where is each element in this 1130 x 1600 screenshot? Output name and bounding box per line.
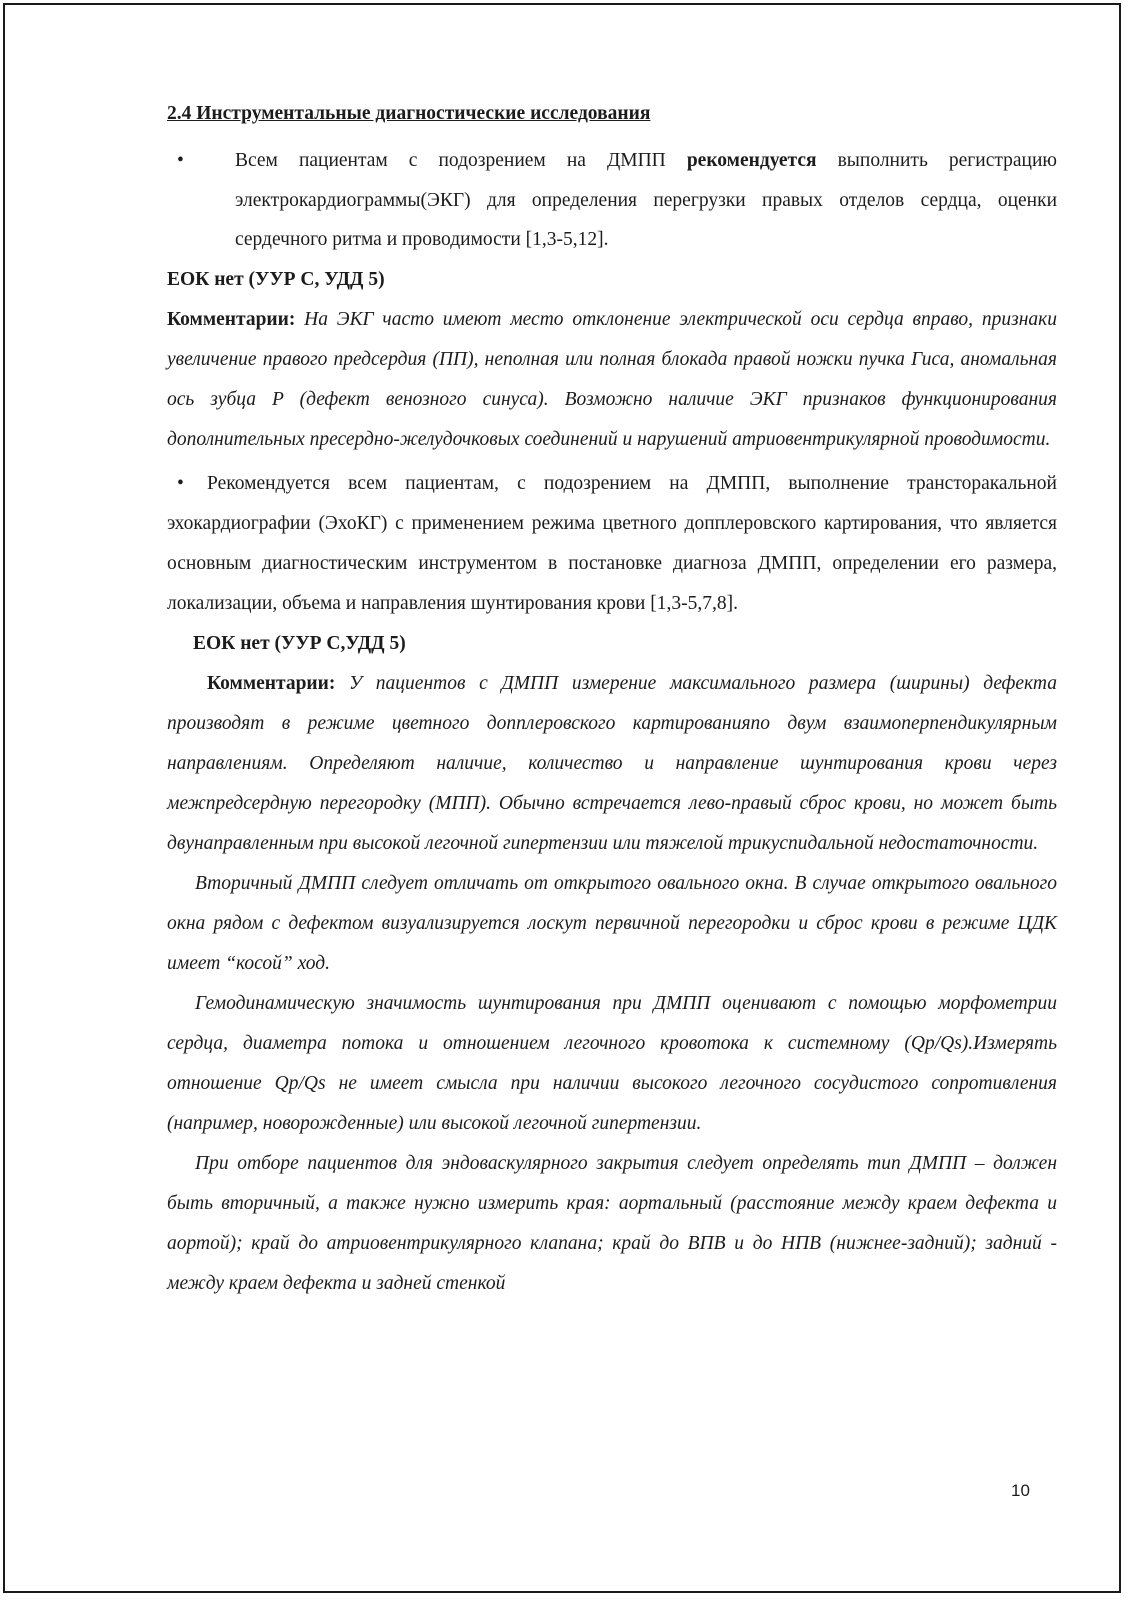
bullet-echo-text: Рекомендуется всем пациентам, с подозрением на ДМПП, выполнение трансторакальной эхокардиографии (ЭхоКГ) с применением режима цветного допплеровского картирования, что является основным диагностическим инструментом в постановке диагноза ДМПП, определении его размера, локализации, объема и направления шунтирования крови [1,3-5,7,8]. [167,472,1057,614]
bullet-ecg-recommends: рекомендуется [686,150,817,171]
evidence-level-2: ЕОК нет (УУР С,УДД 5) [193,632,406,654]
comment-ecg-text: На ЭКГ часто имеют место отклонение электрической оси сердца вправо, признаки увеличение правого предсердия (ПП), неполная или полная блокада правой ножки пучка Гиса, аномальная ось зубца P (дефект венозного синуса). Возможно наличие ЭКГ признаков функционирования дополнительных пресердно-желудочковых соединений и нарушений атриовентрикулярной проводимости. [167,308,1057,450]
paragraph-selection: При отборе пациентов для эндоваскулярного закрытия следует определять тип ДМПП – должен быть вторичный, а также нужно измерить края: аортальный (расстояние между краем дефекта и аортой); край до атриовентрикулярного клапана; край до ВПВ и до НПВ (нижнее-задний); задний - между краем дефекта и задней стенкой [167,1152,1057,1294]
document-page [3,3,1121,1593]
page-number: 10 [1011,1481,1030,1500]
bullet-ecg-text-end: выполнить регистрацию электрокардиограммы(ЭКГ) для определения перегрузки правых отделов сердца, оценки сердечного ритма и проводимости [1,3-5,12]. [235,150,1057,250]
evidence-level-1: ЕОК нет (УУР С, УДД 5) [167,268,385,290]
comment-echo-text: У пациентов с ДМПП измерение максимального размера (ширины) дефекта производят в режиме цветного допплеровского картированияпо двум взаимоперпендикулярным направлениям. Определяют наличие, количество и направление шунтирования крови через межпредсердную перегородку (МПП). Обычно встречается лево-правый сброс крови, но может быть двунаправленным при высокой легочной гипертензии или тяжелой трикуспидальной недостаточности. [167,672,1057,854]
bullet-echo [167,464,1057,624]
bullet-ecg [167,141,1057,260]
paragraph-secondary-asd: Вторичный ДМПП следует отличать от открытого овального окна. В случае открытого овального окна рядом с дефектом визуализируется лоскут первичной перегородки и сброс крови в режиме ЦДК имеет “косой” ход. [167,872,1057,974]
comment-ecg [167,300,1057,460]
section-heading: 2.4 Инструментальные диагностические исследования [167,103,651,124]
comment-echo [167,664,1057,864]
bullet-ecg-text-start: Всем пациентам с подозрением на ДМПП [235,150,687,171]
comment-ecg-label: Комментарии: [167,308,296,330]
bullet-ecg-text [235,141,1057,260]
comment-echo-label: Комментарии: [207,672,336,694]
paragraph-hemodynamic: Гемодинамическую значимость шунтирования при ДМПП оценивают с помощью морфометрии сердца, диаметра потока и отношением легочного кровотока к системному (Qp/Qs).Измерять отношение Qp/Qs не имеет смысла при наличии высокого легочного сосудистого сопротивления (например, новорожденные) или высокой легочной гипертензии. [167,992,1057,1134]
bullet-echo-marker: • [177,472,184,494]
page-content [167,101,1057,1304]
bullet-marker: • [177,150,184,171]
